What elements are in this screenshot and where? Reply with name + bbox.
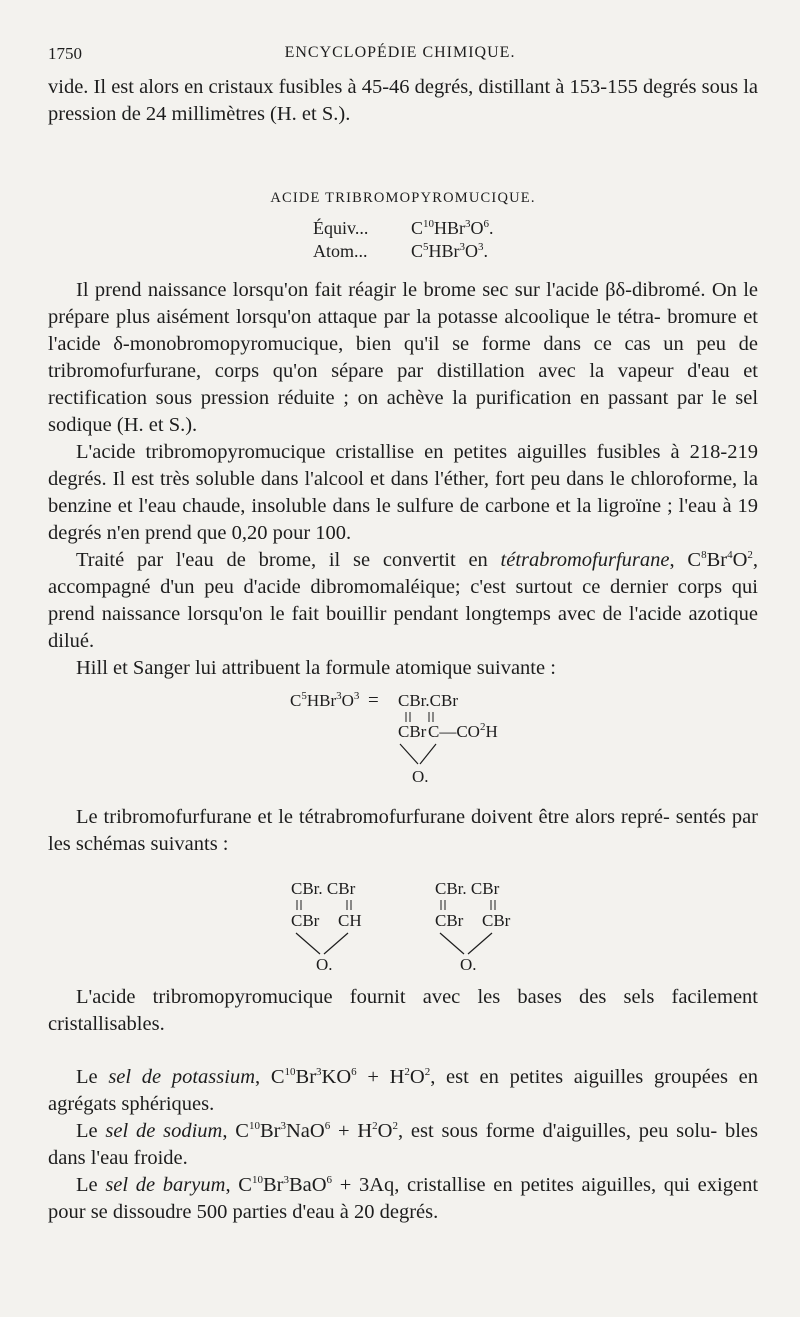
page-body [48, 74, 758, 1226]
equiv-formula: $C^{10}HBr^3O^6$. [411, 218, 494, 238]
paragraph: Traité par l'eau de brome, il se convertit en tétrabromofurfurane, $C^8Br^4O^2$, accompagné d'un peu d'acide dibromomaléique; c'est surtout ce dernier corps qui prend naissance lorsqu'on le fait bouillir pendant longtemps avec de l'acide azotique dilué. [48, 549, 758, 652]
formula-lhs: $C^5HBr^3O^3$ [290, 690, 360, 710]
scheme-top: CBr. CBr [291, 879, 356, 898]
ring-right: $C—CO^2H$ [428, 721, 498, 741]
ring-top: CBr.CBr [398, 691, 458, 710]
text-line: vide. Il est alors en cristaux fusibles à 45-46 degrés, distillant à 153-155 degrés [48, 76, 697, 98]
paragraph-sodium-salt: Le sel de sodium, $C^{10}Br^3NaO^6 + H^2O^2$, est sous forme d'aiguilles, peu solu- bles dans l'eau froide. [48, 1120, 759, 1169]
scheme-left: CBr [291, 911, 320, 930]
structure-schemes [48, 858, 758, 970]
italic-term: sel de potassium [108, 1066, 256, 1088]
paragraph: L'acide tribromopyromucique fournit avec les bases des sels facilement cristallisables. [48, 986, 758, 1035]
italic-term: sel de baryum [105, 1174, 226, 1196]
atom-formula: $C^5HBr^3O^3$. [411, 241, 489, 261]
scheme-tribromofurfurane [291, 879, 362, 970]
scheme-top: CBr. CBr [435, 879, 500, 898]
page-header [48, 44, 752, 68]
section-title: ACIDE TRIBROMOPYROMUCIQUE. [270, 190, 536, 206]
page-number: 1750 [48, 44, 82, 63]
paragraph-potassium-salt: Le sel de potassium, $C^{10}Br^3KO^6 + H^2O^2$, est en petites aiguilles groupées en agrégats sphériques. [48, 1066, 759, 1115]
atom-row [253, 240, 553, 263]
scheme-oxygen: O. [316, 955, 333, 970]
equals-sign: = [368, 690, 379, 711]
italic-term: tétrabromofurfurane [500, 549, 670, 571]
ring-left: CBr [398, 722, 427, 741]
paragraph-barium-salt: Le sel de baryum, $C^{10}Br^3BaO^6 + 3Aq$, cristallise en petites aiguilles, qui exigent pour se dissoudre 500 parties d'eau à 20 degrés. [48, 1174, 759, 1223]
scheme-oxygen: O. [460, 955, 477, 970]
ring-oxygen: O. [412, 767, 429, 786]
equiv-row [253, 217, 553, 240]
scheme-tetrabromofurfurane [435, 879, 511, 970]
paragraph: Hill et Sanger lui attribuent la formule atomique suivante : [76, 657, 556, 679]
paragraph: Le tribromofurfurane et le tétrabromofurfurane doivent être alors repré- sentés par les schémas suivants : [48, 806, 759, 855]
paragraph [48, 74, 758, 128]
paragraph: L'acide tribromopyromucique cristallise en petites aiguilles fusibles à 218-219 degrés. Il est très soluble dans l'alcool et dans l'éther, fort peu dans le chloroforme, la benzine et l'eau chaude, insoluble dans le sulfure de carbone et la ligroïne ; l'eau à 19 degrés n'en prend que 0,20 pour 100. [48, 441, 759, 544]
paragraph: Il prend naissance lorsqu'on fait réagir le brome sec sur l'acide βδ-dibromé. On le prépare plus aisément lorsqu'on attaque par la potasse alcoolique le tétra- bromure et l'acide δ-monobromopyromucique, bien qu'il se forme dans ce cas un peu de tribromofurfurane, corps qu'on sépare par distillation avec la vapeur d'eau et rectification sous pression réduite ; on achève la purification en passant par le sel sodique (H. et S.). [48, 279, 759, 436]
scheme-right: CBr [482, 911, 511, 930]
atom-label: Atom... [313, 241, 368, 261]
text-line: sous la pression de 24 millimètres (H. et S.). [48, 76, 759, 125]
formula-block [253, 217, 553, 263]
scheme-left: CBr [435, 911, 464, 930]
italic-term: sel de sodium [105, 1120, 223, 1142]
structure-acid [48, 682, 758, 792]
equiv-label: Équiv... [313, 218, 369, 238]
scheme-right: CH [338, 911, 362, 930]
running-title: ENCYCLOPÉDIE CHIMIQUE. [284, 44, 516, 61]
